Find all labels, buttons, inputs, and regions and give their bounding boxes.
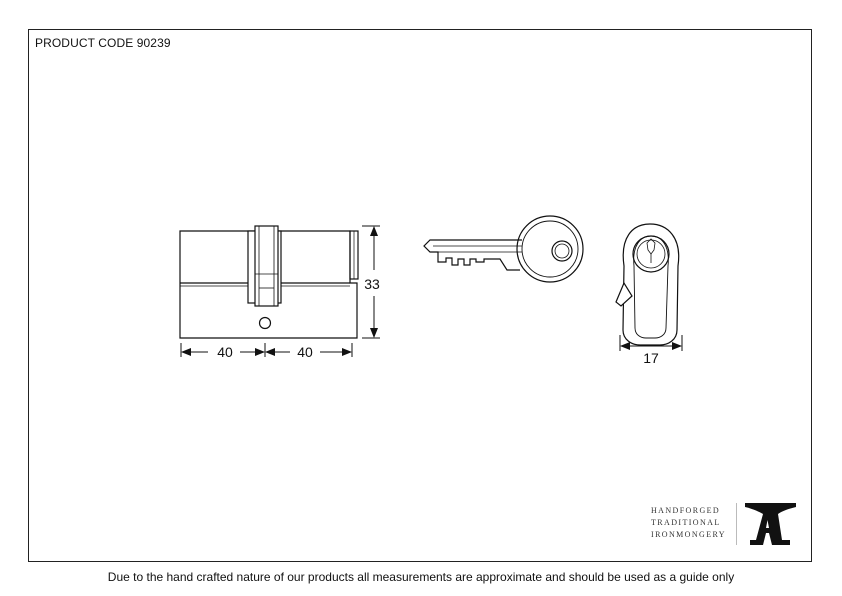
cylinder-side-view (180, 226, 358, 338)
brand-line-2: TRADITIONAL (651, 518, 721, 527)
brand-text (651, 505, 737, 541)
brand-line-3: IRONMONGERY (651, 530, 726, 539)
brand-divider (736, 503, 737, 545)
anvil-icon (744, 500, 798, 548)
brand-line-1: HANDFORGED (651, 506, 721, 515)
cylinder-end-view (616, 224, 679, 345)
left-length-label: 40 (217, 344, 233, 360)
length-dimensions (181, 343, 352, 357)
key-icon (424, 216, 583, 282)
product-code: PRODUCT CODE 90239 (35, 36, 171, 50)
width-label: 17 (643, 350, 659, 366)
disclaimer: Due to the hand crafted nature of our products all measurements are approximate and should be used as a guide only (107, 570, 735, 584)
right-length-label: 40 (297, 344, 313, 360)
fixing-hole (260, 318, 271, 329)
width-dimension (620, 335, 682, 351)
cam-housing (255, 226, 278, 306)
height-label: 33 (364, 276, 380, 292)
